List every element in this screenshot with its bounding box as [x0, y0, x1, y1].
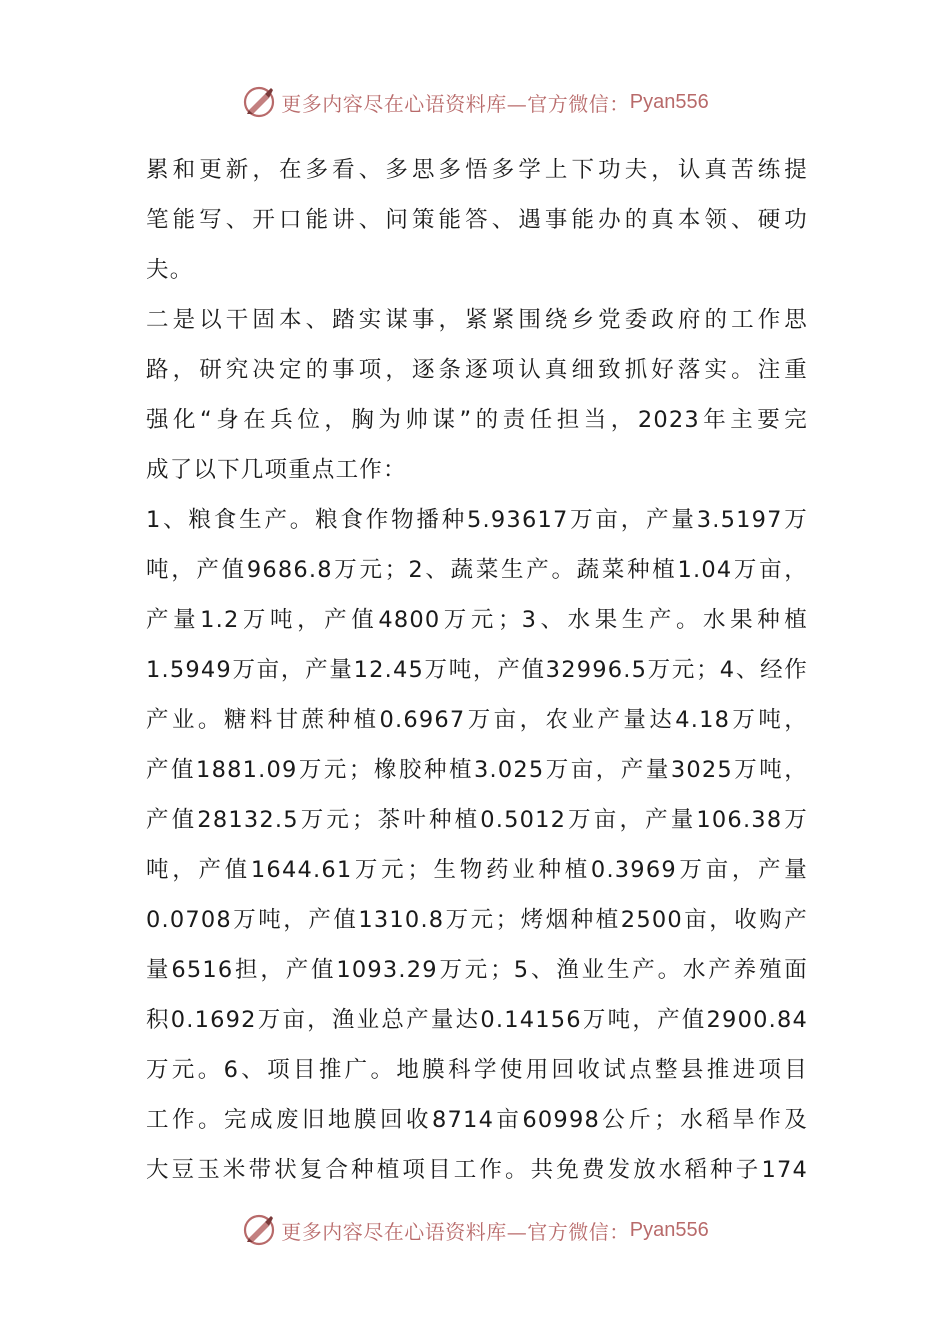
document-body [146, 145, 808, 1195]
text-line: 笔能写、开口能讲、问策能答、遇事能办的真本领、硬功 [146, 207, 808, 233]
watermark-wechat-id: Pyan556 [629, 1218, 709, 1241]
text-line: 产值1881.09万元；橡胶种植3.025万亩，产量3025万吨， [146, 757, 808, 783]
text-line: 工作。完成废旧地膜回收8714亩60998公斤；水稻旱作及 [146, 1107, 808, 1133]
text-line: 万元。6、项目推广。地膜科学使用回收试点整县推进项目 [146, 1057, 808, 1083]
text-line: 强化“身在兵位，胸为帅谋”的责任担当，2023年主要完 [146, 407, 808, 433]
text-line: 累和更新，在多看、多思多悟多学上下功夫，认真苦练提 [146, 157, 808, 183]
text-line: 吨，产值9686.8万元；2、蔬菜生产。蔬菜种植1.04万亩， [146, 557, 808, 583]
watermark-header [0, 82, 950, 122]
text-line: 产业。糖料甘蔗种植0.6967万亩，农业产量达4.18万吨， [146, 707, 808, 733]
text-line: 大豆玉米带状复合种植项目工作。共免费发放水稻种子174 [146, 1157, 808, 1183]
watermark-text: 更多内容尽在心语资料库—官方微信： [281, 91, 630, 116]
pen-logo-icon [241, 1212, 277, 1248]
text-line: 二是以干固本、踏实谋事，紧紧围绕乡党委政府的工作思 [146, 307, 808, 333]
text-line: 产值28132.5万元；茶叶种植0.5012万亩，产量106.38万 [146, 807, 808, 833]
text-line: 1.5949万亩，产量12.45万吨，产值32996.5万元；4、经作 [146, 657, 808, 683]
text-line: 吨，产值1644.61万元；生物药业种植0.3969万亩，产量 [146, 857, 808, 883]
text-line: 0.0708万吨，产值1310.8万元；烤烟种植2500亩，收购产 [146, 907, 808, 933]
text-line: 1、粮食生产。粮食作物播种5.93617万亩，产量3.5197万 [146, 507, 808, 533]
watermark-footer [0, 1210, 950, 1250]
watermark-wechat-id: Pyan556 [629, 90, 709, 113]
text-line: 积0.1692万亩，渔业总产量达0.14156万吨，产值2900.84 [146, 1007, 808, 1033]
text-line: 路，研究决定的事项，逐条逐项认真细致抓好落实。注重 [146, 357, 808, 383]
text-line: 夫。 [146, 257, 194, 283]
text-line: 成了以下几项重点工作： [146, 457, 407, 483]
text-line: 量6516担，产值1093.29万元；5、渔业生产。水产养殖面 [146, 957, 808, 983]
text-line: 产量1.2万吨，产值4800万元；3、水果生产。水果种植 [146, 607, 808, 633]
watermark-text: 更多内容尽在心语资料库—官方微信： [281, 1219, 630, 1244]
pen-logo-icon [241, 84, 277, 120]
